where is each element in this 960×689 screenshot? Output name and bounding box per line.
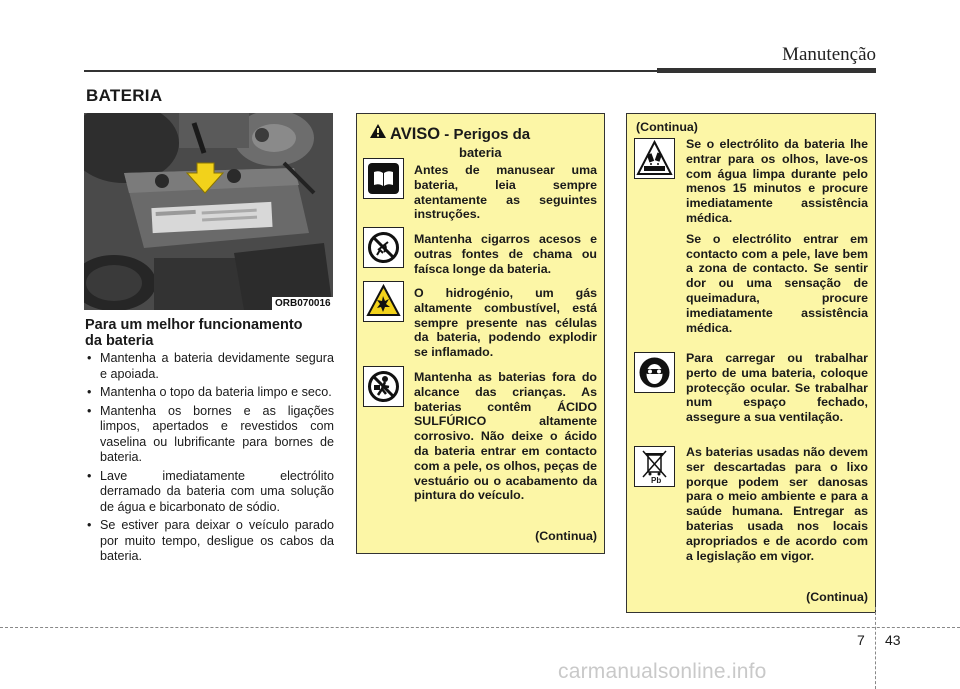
right-item-2 [686,351,868,425]
right-item-text: Se o electrólito entrar em contacto com a pele, lave bem a zona de contacto. Se sentir dor ou uma sensação de queimadura, procure imediatamente assistência médica. [686,231,868,335]
footer-divider [875,607,876,689]
recycle-bin-pb-icon [634,446,675,487]
book-icon [363,158,404,199]
watermark: carmanualsonline.info [558,660,767,683]
warning-item-text: Antes de manusear uma bateria, leia sempre atentamente as seguintes instruções. [414,163,597,222]
warning-triangle-icon [369,123,387,144]
bullet-item: • Se estiver para deixar o veículo parado por muito tempo, desligue os cabos da bateria. [85,518,334,565]
warning-item-1 [414,163,597,222]
eye-protection-icon [634,352,675,393]
pb-label: Pb [651,476,662,485]
warning-item-2 [414,232,597,276]
battery-photo [84,113,333,310]
warning-item-text: O hidrogénio, um gás altamente combustível, está sempre presente nas células da bateria, podendo explodir se inflamado. [414,286,597,360]
warning-item-3 [414,286,597,360]
battery-photo-illustration [84,113,333,310]
right-item-3 [686,445,868,563]
section-title: BATERIA [86,86,163,105]
bullet-item: • Mantenha os bornes e as ligações limpos, apertados e revestidos com vaselina ou lubrificante para bornes de bateria. [85,404,334,466]
continued-top-label: (Continua) [636,120,698,134]
warning-title-rest: - Perigos da [444,126,531,143]
subheading-line-1: Para um melhor funcionamento [85,317,303,333]
subheading [85,317,335,349]
right-item-text: As baterias usadas não devem ser descartadas para o lixo porque podem ser danosas para o meio ambiente e para a saúde humana. Entregar as baterias usada nos locais apropriados e de acordo com a legislação em vigor. [686,445,868,563]
page-header-title: Manutenção [782,44,876,65]
photo-code: ORB070016 [272,297,334,310]
warning-item-text: Mantenha cigarros acesos e outras fontes de chama ou faísca longe da bateria. [414,232,597,276]
right-item-text: Se o electrólito da bateria lhe entrar para os olhos, lave-os com água limpa durante pelo menos 15 minutos e procure imediatamente assistência médica. [686,137,868,225]
subheading-line-2: da bateria [85,333,154,349]
bullet-item: • Mantenha o topo da bateria limpo e seco. [85,385,334,401]
no-smoking-icon [363,227,404,268]
warning-title [390,125,530,144]
chapter-number: 7 [857,632,865,648]
right-item-1 [686,137,868,335]
warning-item-4 [414,370,597,503]
maintenance-bullet-list [85,351,334,568]
header-rule-accent [657,68,876,73]
keep-from-children-icon [363,366,404,407]
page-number: 43 [885,632,901,648]
right-item-text: Para carregar ou trabalhar perto de uma bateria, coloque protecção ocular. Se trabalhar num espaço fechado, assegure a sua ventilação. [686,351,868,425]
continued-label: (Continua) [535,529,597,543]
corrosive-icon [634,138,675,179]
warning-title-word: AVISO [390,125,441,143]
warning-item-text: Mantenha as baterias fora do alcance das crianças. As baterias contêm ÁCIDO SULFÚRICO altamente corrosivo. Não deixe o ácido da bateria entrar em contacto com a pele, os olhos, peças de vestuário ou o acabamento da pintura do veículo. [414,370,597,503]
continued-label-right: (Continua) [806,590,868,604]
footer-rule [0,627,960,628]
explosion-icon [363,281,404,322]
bullet-item: • Lave imediatamente electrólito derramado da bateria com uma solução de água e bicarbonato de sódio. [85,469,334,516]
bullet-item: • Mantenha a bateria devidamente segura e apoiada. [85,351,334,382]
warning-title-line2: bateria [459,145,502,160]
